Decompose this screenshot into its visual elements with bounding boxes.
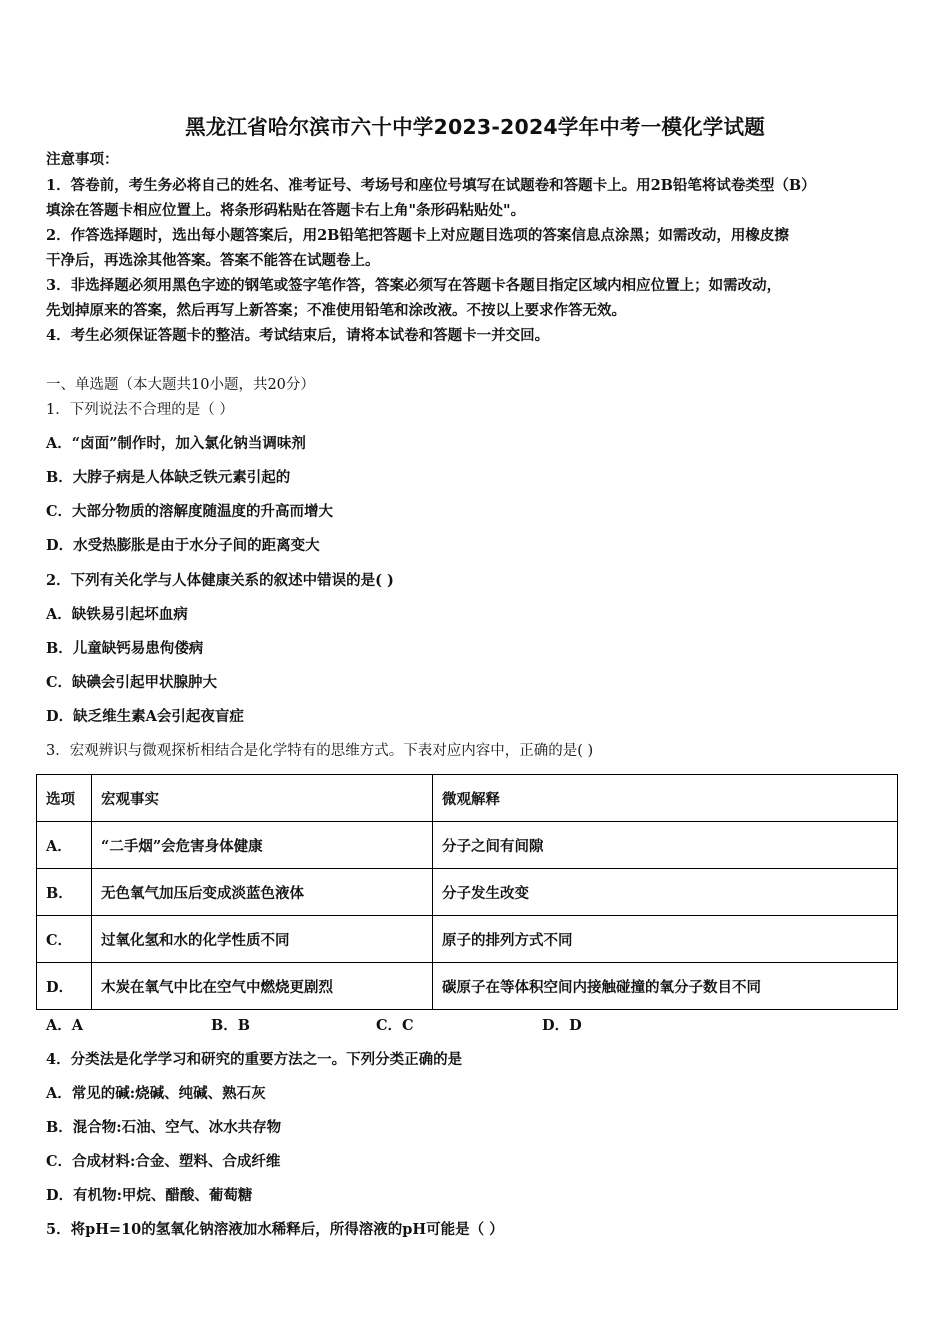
table-row <box>37 869 898 916</box>
table-cell: 原子的排列方式不同 <box>433 916 898 963</box>
notice-line: 先划掉原来的答案，然后再写上新答案；不准使用铅笔和涂改液。不按以上要求作答无效。 <box>46 302 626 319</box>
table-row <box>37 916 898 963</box>
question-3-answer-c: C．C <box>376 1017 414 1034</box>
section-heading: 一、单选题（本大题共10小题，共20分） <box>46 377 315 393</box>
question-1-option-d: D．水受热膨胀是由于水分子间的距离变大 <box>46 537 320 554</box>
table-row <box>37 963 898 1010</box>
table-header-cell: 宏观事实 <box>92 775 433 822</box>
table-cell: C． <box>37 916 92 963</box>
table-cell: 木炭在氧气中比在空气中燃烧更剧烈 <box>92 963 433 1010</box>
notice-line: 1．答卷前，考生务必将自己的姓名、准考证号、考场号和座位号填写在试题卷和答题卡上。用2B铅笔将试卷类型（B） <box>46 177 816 194</box>
table-cell: A． <box>37 822 92 869</box>
notice-line: 2．作答选择题时，选出每小题答案后，用2B铅笔把答题卡上对应题目选项的答案信息点涂黑；如需改动，用橡皮擦 <box>46 227 789 244</box>
question-2-stem: 2．下列有关化学与人体健康关系的叙述中错误的是( ) <box>46 572 394 589</box>
table-cell: D． <box>37 963 92 1010</box>
question-2-option-c: C．缺碘会引起甲状腺肿大 <box>46 674 218 691</box>
question-2-option-b: B．儿童缺钙易患佝偻病 <box>46 640 204 657</box>
table-cell: 分子之间有间隙 <box>433 822 898 869</box>
question-4-stem: 4．分类法是化学学习和研究的重要方法之一。下列分类正确的是 <box>46 1051 463 1068</box>
table-cell: 过氧化氢和水的化学性质不同 <box>92 916 433 963</box>
notice-line: 填涂在答题卡相应位置上。将条形码粘贴在答题卡右上角"条形码粘贴处"。 <box>46 202 526 219</box>
question-3-answer-a: A．A <box>46 1017 84 1034</box>
question-1-option-b: B．大脖子病是人体缺乏铁元素引起的 <box>46 469 291 486</box>
table-cell: “二手烟”会危害身体健康 <box>92 822 433 869</box>
question-2-option-d: D．缺乏维生素A会引起夜盲症 <box>46 708 244 725</box>
question-1-option-c: C．大部分物质的溶解度随温度的升高而增大 <box>46 503 334 520</box>
question-4-option-d: D．有机物:甲烷、醋酸、葡萄糖 <box>46 1187 253 1204</box>
table-header-row <box>37 775 898 822</box>
question-3-answer-d: D．D <box>542 1017 582 1034</box>
notice-line: 干净后，再选涂其他答案。答案不能答在试题卷上。 <box>46 252 380 269</box>
notice-line: 4．考生必须保证答题卡的整洁。考试结束后，请将本试卷和答题卡一并交回。 <box>46 327 550 344</box>
question-4-option-b: B．混合物:石油、空气、冰水共存物 <box>46 1119 282 1136</box>
question-1-option-a: A．“卤面”制作时，加入氯化钠当调味剂 <box>46 435 306 452</box>
question-2-option-a: A．缺铁易引起坏血病 <box>46 606 188 623</box>
question-3-answer-b: B．B <box>211 1017 251 1034</box>
table-cell: 分子发生改变 <box>433 869 898 916</box>
exam-title: 黑龙江省哈尔滨市六十中学2023-2024学年中考一模化学试题 <box>185 115 765 139</box>
question-4-option-c: C．合成材料:合金、塑料、合成纤维 <box>46 1153 281 1170</box>
table-row <box>37 822 898 869</box>
question-4-option-a: A．常见的碱:烧碱、纯碱、熟石灰 <box>46 1085 266 1102</box>
table-cell: 无色氧气加压后变成淡蓝色液体 <box>92 869 433 916</box>
question-5-stem: 5．将pH=10的氢氧化钠溶液加水稀释后，所得溶液的pH可能是（ ） <box>46 1221 504 1238</box>
question-3-answer-options <box>46 1016 746 1036</box>
notice-heading: 注意事项： <box>46 151 119 168</box>
notice-line: 3．非选择题必须用黑色字迹的钢笔或签字笔作答，答案必须写在答题卡各题目指定区域内相应位置上；如需改动， <box>46 277 782 294</box>
table-header-cell: 微观解释 <box>433 775 898 822</box>
table-cell: 碳原子在等体积空间内接触碰撞的氧分子数目不同 <box>433 963 898 1010</box>
question-3-stem: 3．宏观辨识与微观探析相结合是化学特有的思维方式。下表对应内容中，正确的是( ) <box>46 743 594 759</box>
question-3-table <box>36 774 898 1010</box>
table-header-cell: 选项 <box>37 775 92 822</box>
table-cell: B． <box>37 869 92 916</box>
question-1-stem: 1．下列说法不合理的是（ ） <box>46 402 234 418</box>
